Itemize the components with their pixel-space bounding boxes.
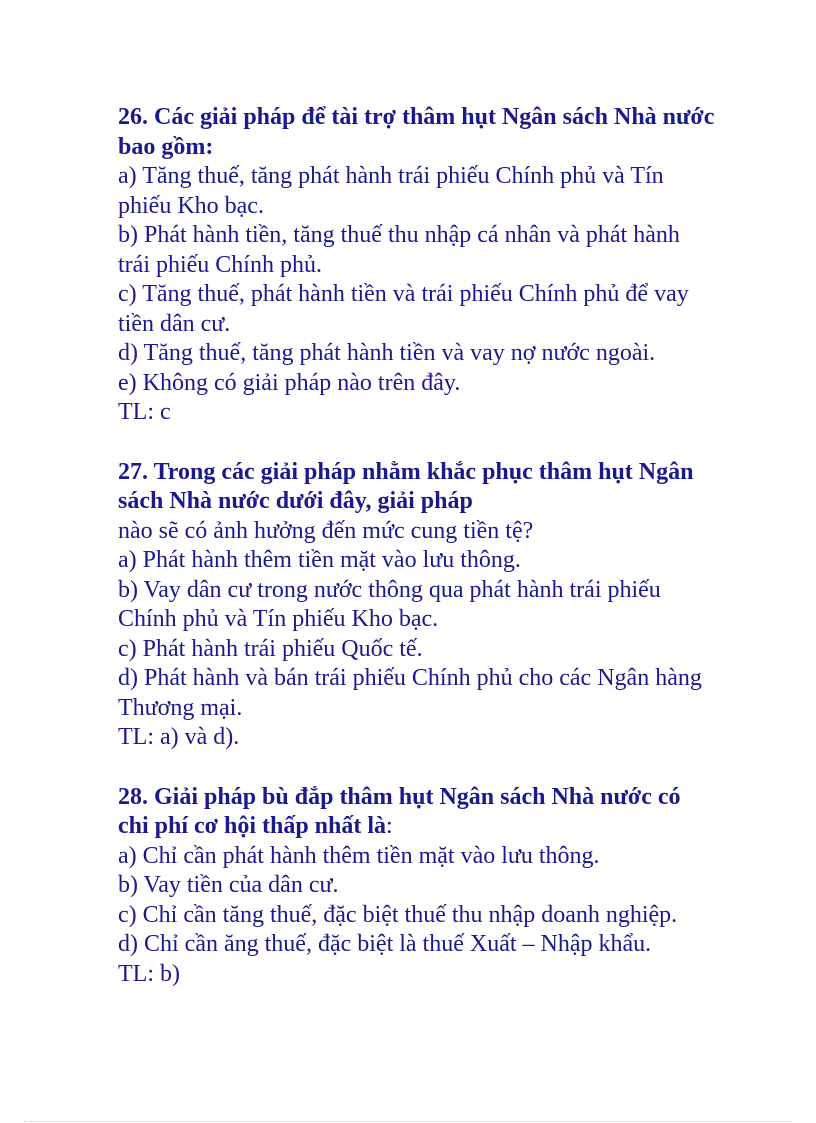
question-27 [118, 458, 738, 753]
answer-option: Thương mại. [118, 694, 243, 721]
question-title-line [118, 812, 738, 842]
document-page [118, 103, 738, 1019]
answer-option: c) Chỉ cần tăng thuế, đặc biệt thuế thu nhập doanh nghiệp. [118, 901, 678, 928]
question-text: nào sẽ có ảnh hưởng đến mức cung tiền tệ? [118, 517, 534, 544]
page-bottom-divider [24, 1121, 792, 1122]
answer-option: c) Tăng thuế, phát hành tiền và trái phiếu Chính phủ để vay [118, 281, 689, 307]
answer-option: d) Phát hành và bán trái phiếu Chính phủ cho các Ngân hàng [118, 665, 702, 691]
answer-option: b) Vay dân cư trong nước thông qua phát hành trái phiếu [118, 576, 661, 603]
answer-option: b) Vay tiền của dân cư. [118, 872, 339, 898]
answer-option: phiếu Kho bạc. [118, 192, 264, 219]
question-title: sách Nhà nước dưới đây, giải pháp [118, 488, 473, 514]
question-title: chi phí cơ hội thấp nhất là [118, 813, 387, 839]
answer-key: TL: b) [118, 960, 180, 987]
answer-option: b) Phát hành tiền, tăng thuế thu nhập cá nhân và phát hành [118, 222, 680, 248]
answer-option: d) Chỉ cần ăng thuế, đặc biệt là thuế Xuất – Nhập khẩu. [118, 931, 652, 957]
answer-key: TL: c [118, 399, 171, 425]
answer-option: c) Phát hành trái phiếu Quốc tế. [118, 635, 423, 662]
answer-option: a) Chỉ cần phát hành thêm tiền mặt vào lưu thông. [118, 842, 600, 869]
answer-option: Chính phủ và Tín phiếu Kho bạc. [118, 606, 439, 632]
answer-option: a) Phát hành thêm tiền mặt vào lưu thông. [118, 547, 521, 573]
answer-option: tiền dân cư. [118, 310, 231, 337]
answer-option: trái phiếu Chính phủ. [118, 251, 322, 278]
question-title: 28. Giải pháp bù đắp thâm hụt Ngân sách Nhà nước có [118, 783, 681, 810]
answer-option: a) Tăng thuế, tăng phát hành trái phiếu Chính phủ và Tín [118, 163, 664, 189]
answer-key: TL: a) và d). [118, 724, 240, 750]
question-title: 26. Các giải pháp để tài trợ thâm hụt Ngân sách Nhà nước [118, 104, 715, 130]
question-title: 27. Trong các giải pháp nhằm khắc phục thâm hụt Ngân [118, 458, 694, 485]
answer-option: e) Không có giải pháp nào trên đây. [118, 369, 461, 396]
question-title: bao gồm: [118, 133, 214, 160]
question-title-suffix: : [386, 813, 393, 839]
question-26 [118, 103, 738, 428]
question-28 [118, 783, 738, 990]
answer-option: d) Tăng thuế, tăng phát hành tiền và vay nợ nước ngoài. [118, 340, 656, 366]
